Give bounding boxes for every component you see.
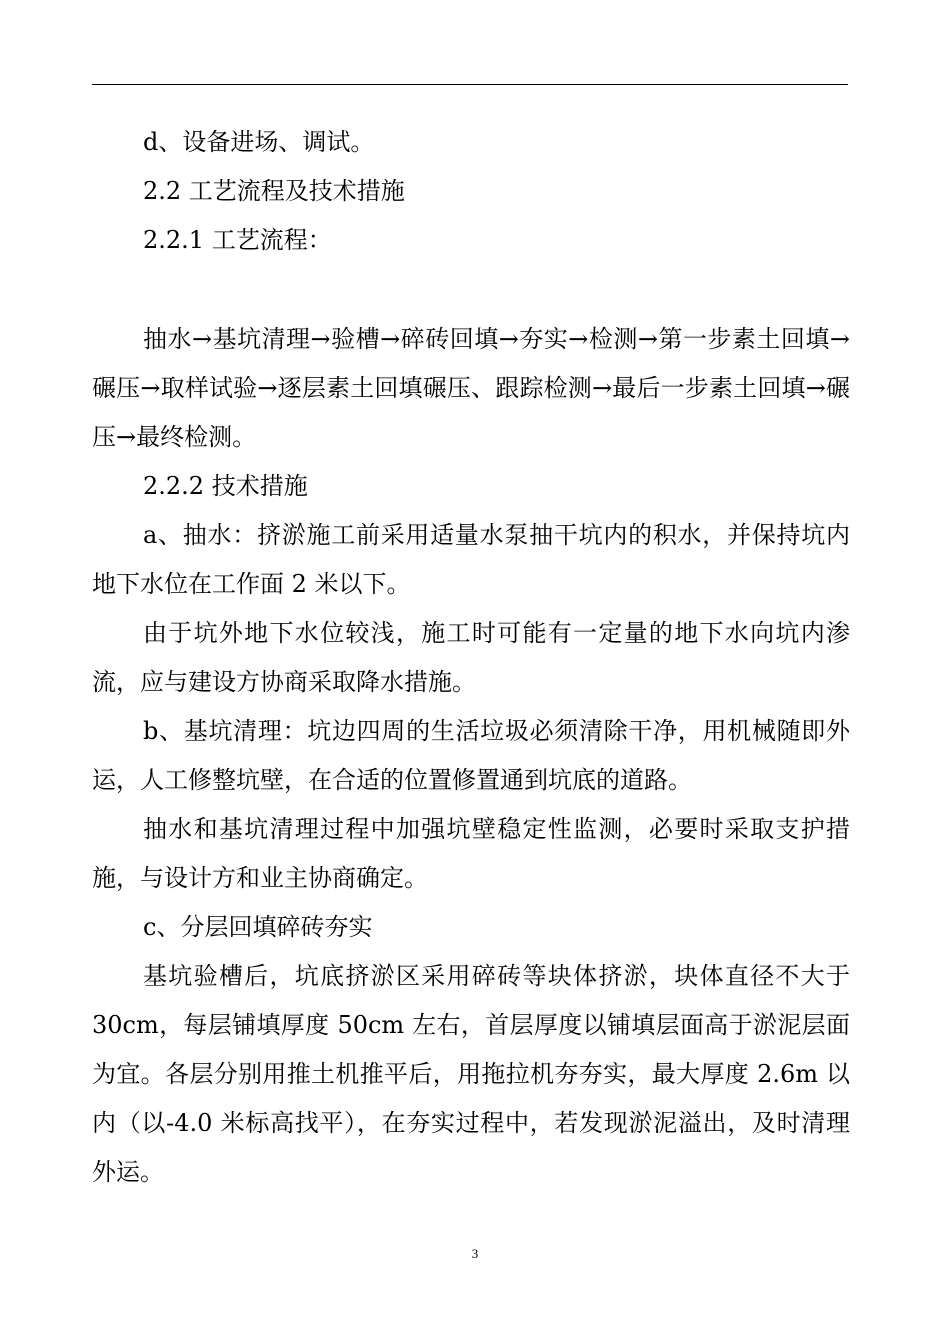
paragraph-b-pit-cleanup: b、基坑清理：坑边四周的生活垃圾必须清除干净，用机械随即外运，人工修整坑壁，在合适的位置修置通到坑底的道路。 — [92, 717, 850, 794]
paragraph-a-pumping: a、抽水：挤淤施工前采用适量水泵抽干坑内的积水，并保持坑内地下水位在工作面 2 米以下。 — [92, 521, 850, 598]
document-body — [92, 118, 850, 1197]
paragraph-groundwater: 由于坑外地下水位较浅，施工时可能有一定量的地下水向坑内渗流，应与建设方协商采取降水措施。 — [92, 619, 850, 696]
section-heading-2-2: 2.2 工艺流程及技术措施 — [143, 177, 405, 205]
paragraph-monitoring: 抽水和基坑清理过程中加强坑壁稳定性监测，必要时采取支护措施，与设计方和业主协商确定。 — [92, 815, 850, 892]
paragraph-process-flow: 抽水→基坑清理→验槽→碎砖回填→夯实→检测→第一步素土回填→碾压→取样试验→逐层素土回填碾压、跟踪检测→最后一步素土回填→碾压→最终检测。 — [92, 325, 850, 451]
section-heading-2-2-1: 2.2.1 工艺流程： — [143, 226, 332, 254]
header-rule — [92, 84, 848, 85]
section-heading-2-2-2: 2.2.2 技术措施 — [143, 472, 308, 500]
paragraph-c-backfill-heading: c、分层回填碎砖夯实 — [143, 913, 373, 941]
paragraph-backfill-details: 基坑验槽后，坑底挤淤区采用碎砖等块体挤淤，块体直径不大于30cm，每层铺填厚度 50cm 左右，首层厚度以铺填层面高于淤泥层面为宜。各层分别用推土机推平后，用拖拉机夯夯实，最大厚度 2.6m 以内（以-4.0 米标高找平），在夯实过程中，若发现淤泥溢出，及时清理外运。 — [92, 962, 850, 1186]
blank-line — [92, 265, 850, 315]
paragraph-d-equipment: d、设备进场、调试。 — [143, 128, 375, 156]
page-number: 3 — [471, 1246, 479, 1261]
